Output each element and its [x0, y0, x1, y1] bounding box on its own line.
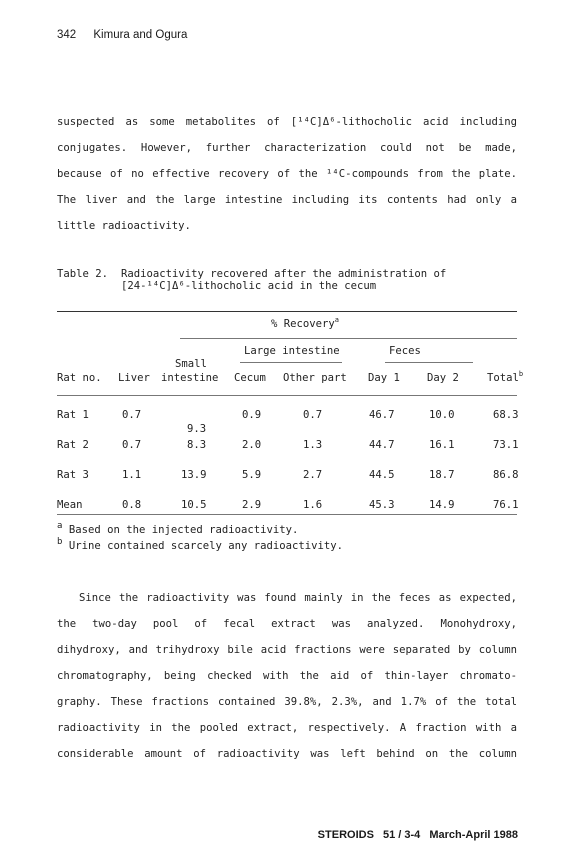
paragraph-line: considerable amount of radioactivity was left behind on the column: [57, 748, 517, 760]
feces-rule: [385, 362, 473, 363]
journal-date: March-April 1988: [429, 829, 518, 841]
table-title-line: [24-¹⁴C]Δ⁶-lithocholic acid in the cecum: [121, 280, 377, 292]
table-cell: 0.7: [122, 409, 142, 421]
col-header-day2: Day 2: [427, 372, 459, 384]
col-header-day1: Day 1: [368, 372, 400, 384]
paragraph-line: suspected as some metabolites of [¹⁴C]Δ⁶-lithocholic acid including: [57, 116, 517, 128]
table-cell: 5.9: [242, 469, 262, 481]
paragraph-line: conjugates. However, further characterization could not be made,: [57, 142, 517, 154]
page-number: 342: [57, 29, 77, 41]
table-cell: 18.7: [429, 469, 455, 481]
paragraph-line: dihydroxy, and trihydroxy bile acid fractions were separated by column: [57, 644, 517, 656]
table-cell: 2.7: [303, 469, 323, 481]
footnote-a: $^a$ Based on the injected radioactivity.: [57, 521, 299, 536]
table-cell: Rat 1: [57, 409, 89, 421]
table-cell: 45.3: [369, 499, 395, 511]
paragraph-line: graphy. These fractions contained 39.8%, 2.3%, and 1.7% of the total: [57, 696, 517, 708]
col-header-total: Total$^b$: [487, 370, 524, 384]
table-cell: 0.9: [242, 409, 262, 421]
table-cell: 76.1: [493, 499, 519, 511]
table-cell: 1.1: [122, 469, 142, 481]
journal-footer: [312, 829, 518, 841]
paragraph-line: little radioactivity.: [57, 220, 191, 232]
table-cell: 0.8: [122, 499, 142, 511]
table-cell: 14.9: [429, 499, 455, 511]
table-cell: 0.7: [303, 409, 323, 421]
table-cell: 13.9: [181, 469, 207, 481]
journal-volume: 51 / 3-4: [382, 829, 421, 841]
table-cell: Rat 3: [57, 469, 89, 481]
group-header-feces: Feces: [389, 345, 421, 357]
running-authors: Kimura and Ogura: [93, 29, 188, 41]
table-cell: 73.1: [493, 439, 519, 451]
table-cell: 16.1: [429, 439, 455, 451]
table-cell: 68.3: [493, 409, 519, 421]
table-label: Table 2.: [57, 268, 109, 280]
table-cell: 86.8: [493, 469, 519, 481]
table-cell: 2.0: [242, 439, 262, 451]
table-cell: 10.0: [429, 409, 455, 421]
row-rat1-intestine: 9.3: [187, 423, 207, 435]
table-cell: 0.7: [122, 439, 142, 451]
recovery-rule: [180, 338, 517, 339]
table-cell: 8.3: [187, 439, 207, 451]
table-title-line: Radioactivity recovered after the administration of: [121, 268, 447, 280]
table-cell: 1.3: [303, 439, 323, 451]
paragraph-line: the two-day pool of fecal extract was analyzed. Monohydroxy,: [57, 618, 517, 630]
paragraph-line: chromatography, being checked with the aid of thin-layer chromato-: [57, 670, 517, 682]
table-cell: 44.7: [369, 439, 395, 451]
large-intestine-rule: [240, 362, 342, 363]
table-cell: 44.5: [369, 469, 395, 481]
table-cell: Rat 2: [57, 439, 89, 451]
col-small-top: Small: [175, 358, 207, 370]
table-cell: 46.7: [369, 409, 395, 421]
recovery-header: % Recovery$^a$: [271, 316, 339, 330]
col-header-intestine: intestine: [161, 372, 219, 384]
footnote-b: $^b$ Urine contained scarcely any radioactivity.: [57, 537, 344, 552]
col-header-rat-no: Rat no.: [57, 372, 102, 384]
paragraph-2: [57, 592, 517, 774]
col-header-liver: Liver: [118, 372, 150, 384]
journal-name: STEROIDS: [317, 829, 374, 841]
col-header-cecum: Cecum: [234, 372, 266, 384]
paragraph-line: because of no effective recovery of the ¹⁴C-compounds from the plate.: [57, 168, 517, 180]
table-cell: 10.5: [181, 499, 207, 511]
table-cell: 2.9: [242, 499, 262, 511]
paragraph-line: radioactivity in the pooled extract, respectively. A fraction with a: [57, 722, 517, 734]
table-cell: 1.6: [303, 499, 323, 511]
table-bottom-rule: [57, 514, 517, 515]
col-header-other-part: Other part: [283, 372, 347, 384]
paragraph-line: The liver and the large intestine including its contents had only a: [57, 194, 517, 206]
table-header-rule: [57, 395, 517, 396]
table-cell: Mean: [57, 499, 83, 511]
paragraph-line: Since the radioactivity was found mainly in the feces as expected,: [79, 592, 517, 604]
group-header-large-intestine: Large intestine: [244, 345, 340, 357]
